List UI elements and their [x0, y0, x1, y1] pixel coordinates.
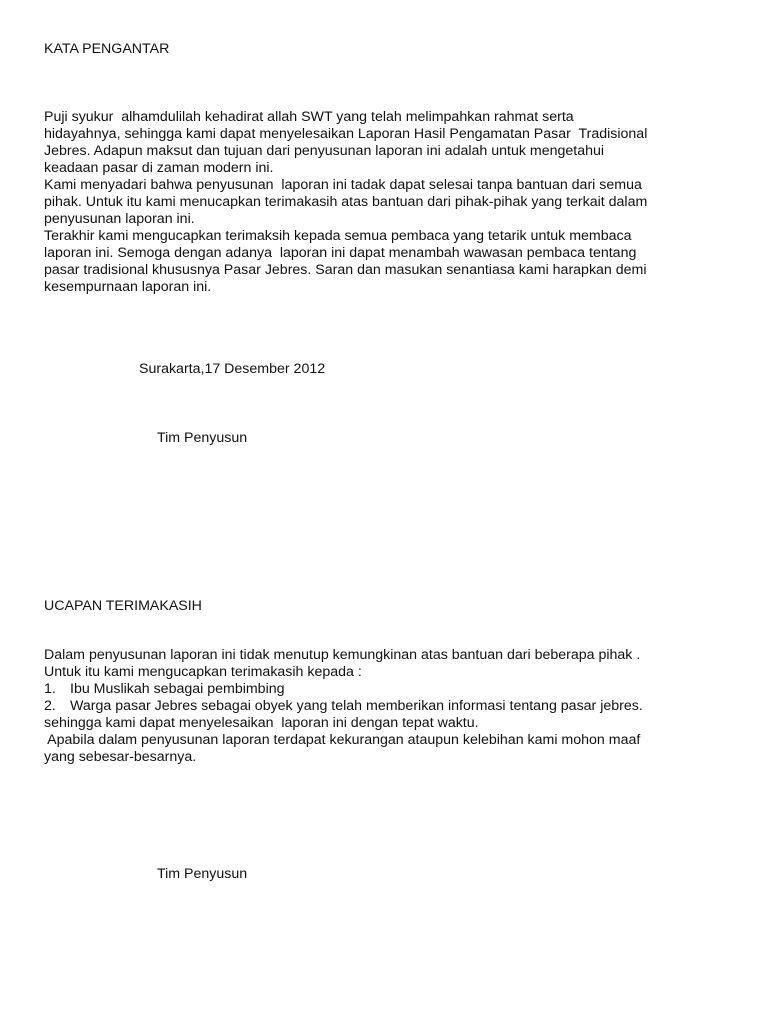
list-text: Warga pasar Jebres sebagai obyek yang telah memberikan informasi tentang pasar jebres.: [70, 698, 643, 714]
body-line: Apabila dalam penyusunan laporan terdapat kekurangan ataupun kelebihan kami mohon maaf: [44, 732, 641, 748]
body-line: hidayahnya, sehingga kami dapat menyelesaikan Laporan Hasil Pengamatan Pasar Tradisional: [44, 126, 648, 142]
list-number: 2.: [44, 698, 56, 714]
body-line: Kami menyadari bahwa penyusunan laporan ini tadak dapat selesai tanpa bantuan dari semua: [44, 177, 642, 193]
body-line: pasar tradisional khususnya Pasar Jebres. Saran dan masukan senantiasa kami harapkan demi: [44, 262, 647, 278]
list-text: Ibu Muslikah sebagai pembimbing: [70, 681, 285, 697]
section-title: UCAPAN TERIMAKASIH: [44, 598, 202, 614]
body-line: Dalam penyusunan laporan ini tidak menutup kemungkinan atas bantuan dari beberapa pihak .: [44, 647, 641, 663]
body-line: Puji syukur alhamdulilah kehadirat allah SWT yang telah melimpahkan rahmat serta: [44, 109, 574, 125]
list-item: [44, 698, 734, 715]
body-line: keadaan pasar di zaman modern ini.: [44, 160, 274, 176]
body-line: laporan ini. Semoga dengan adanya laporan ini dapat menambah wawasan pembaca tentang: [44, 245, 637, 261]
ucapan-terimakasih-body: [44, 647, 734, 766]
place-date: Surakarta,17 Desember 2012: [139, 361, 326, 377]
list-number: 1.: [44, 681, 56, 697]
body-line: Jebres. Adapun maksut dan tujuan dari penyusunan laporan ini adalah untuk mengetahui: [44, 143, 605, 159]
body-line: penyusunan laporan ini.: [44, 211, 195, 227]
body-line: Terakhir kami mengucapkan terimaksih kepada semua pembaca yang tetarik untuk membaca: [44, 228, 632, 244]
kata-pengantar-heading: [44, 41, 734, 58]
signature-tim-penyusun: Tim Penyusun: [157, 430, 248, 446]
ucapan-terimakasih-heading: [44, 598, 734, 615]
body-line: pihak. Untuk itu kami menucapkan terimakasih atas bantuan dari pihak-pihak yang terkait dalam: [44, 194, 648, 210]
body-line: kesempurnaan laporan ini.: [44, 279, 212, 295]
kata-pengantar-body: [44, 109, 734, 296]
list-item: [44, 681, 734, 698]
body-line: sehingga kami dapat menyelesaikan laporan ini dengan tepat waktu.: [44, 715, 479, 731]
signature-tim-penyusun: Tim Penyusun: [157, 866, 248, 882]
body-line: Untuk itu kami mengucapkan terimakasih kepada :: [44, 664, 362, 680]
section-title: KATA PENGANTAR: [44, 41, 170, 57]
body-line: yang sebesar-besarnya.: [44, 749, 197, 765]
